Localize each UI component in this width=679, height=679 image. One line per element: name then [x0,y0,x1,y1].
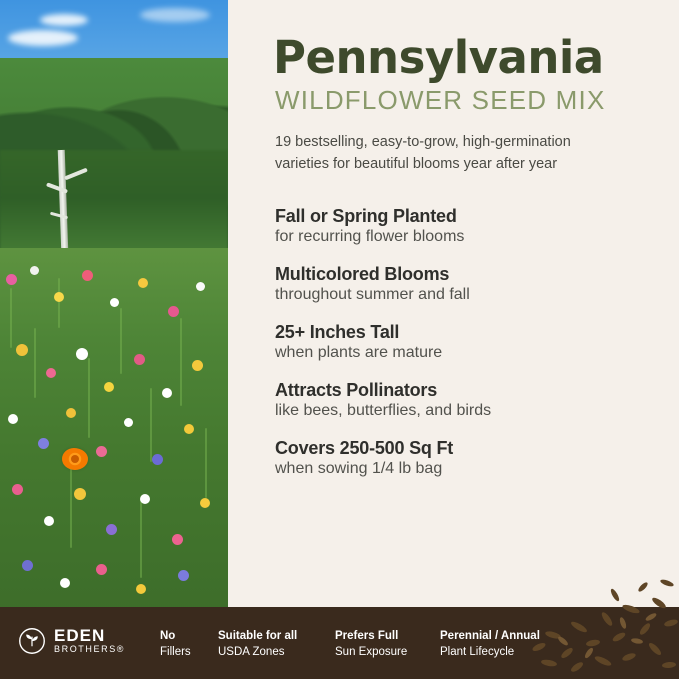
brand-sub: BROTHERS® [54,644,126,655]
feature-title: Multicolored Blooms [275,263,450,284]
footer-note [218,629,297,660]
feature-list [273,206,653,478]
footer-note-line2: Fillers [160,645,191,658]
feature-item [273,438,653,478]
footer-note-line2: Sun Exposure [335,645,408,658]
product-tagline: 19 bestselling, easy-to-grow, high-germination varieties for beautiful blooms year after year [275,134,571,172]
poppy-flower [62,448,88,470]
brand-name: EDEN [54,626,106,646]
footer-note-line1: No [160,630,176,642]
feature-subtitle: like bees, butterflies, and birds [275,401,492,419]
feature-title: Fall or Spring Planted [275,205,457,226]
brand-wordmark [54,627,125,654]
cloud [8,30,78,46]
wildflower-meadow-photo [0,0,228,612]
cloud [40,14,88,26]
feature-title: Attracts Pollinators [275,379,438,400]
footer-note-line1: Prefers Full [335,630,399,642]
feature-item [273,322,653,362]
footer-note [335,629,407,660]
feature-subtitle: for recurring flower blooms [275,227,465,245]
footer-note-line2: USDA Zones [218,645,285,658]
footer-note-line1: Perennial / Annual [440,630,540,642]
feature-subtitle: throughout summer and fall [275,285,470,303]
feature-item [273,206,653,246]
feature-item [273,380,653,420]
footer-note [160,629,191,660]
seed-pile [519,569,679,679]
footer-note-line1: Suitable for all [218,630,298,642]
feature-item [273,264,653,304]
meadow [0,248,228,612]
cloud [140,8,210,22]
feature-subtitle: when sowing 1/4 lb bag [275,459,443,477]
product-subtitle: WILDFLOWER SEED MIX [275,85,606,116]
footer-note-line2: Plant Lifecycle [440,645,515,658]
product-info-panel [228,0,679,612]
page-title: Pennsylvania [273,31,604,84]
feature-title: 25+ Inches Tall [275,321,400,342]
brand-logo [18,627,125,655]
feature-title: Covers 250-500 Sq Ft [275,437,454,458]
apple-tree-icon [18,627,46,655]
feature-subtitle: when plants are mature [275,343,443,361]
